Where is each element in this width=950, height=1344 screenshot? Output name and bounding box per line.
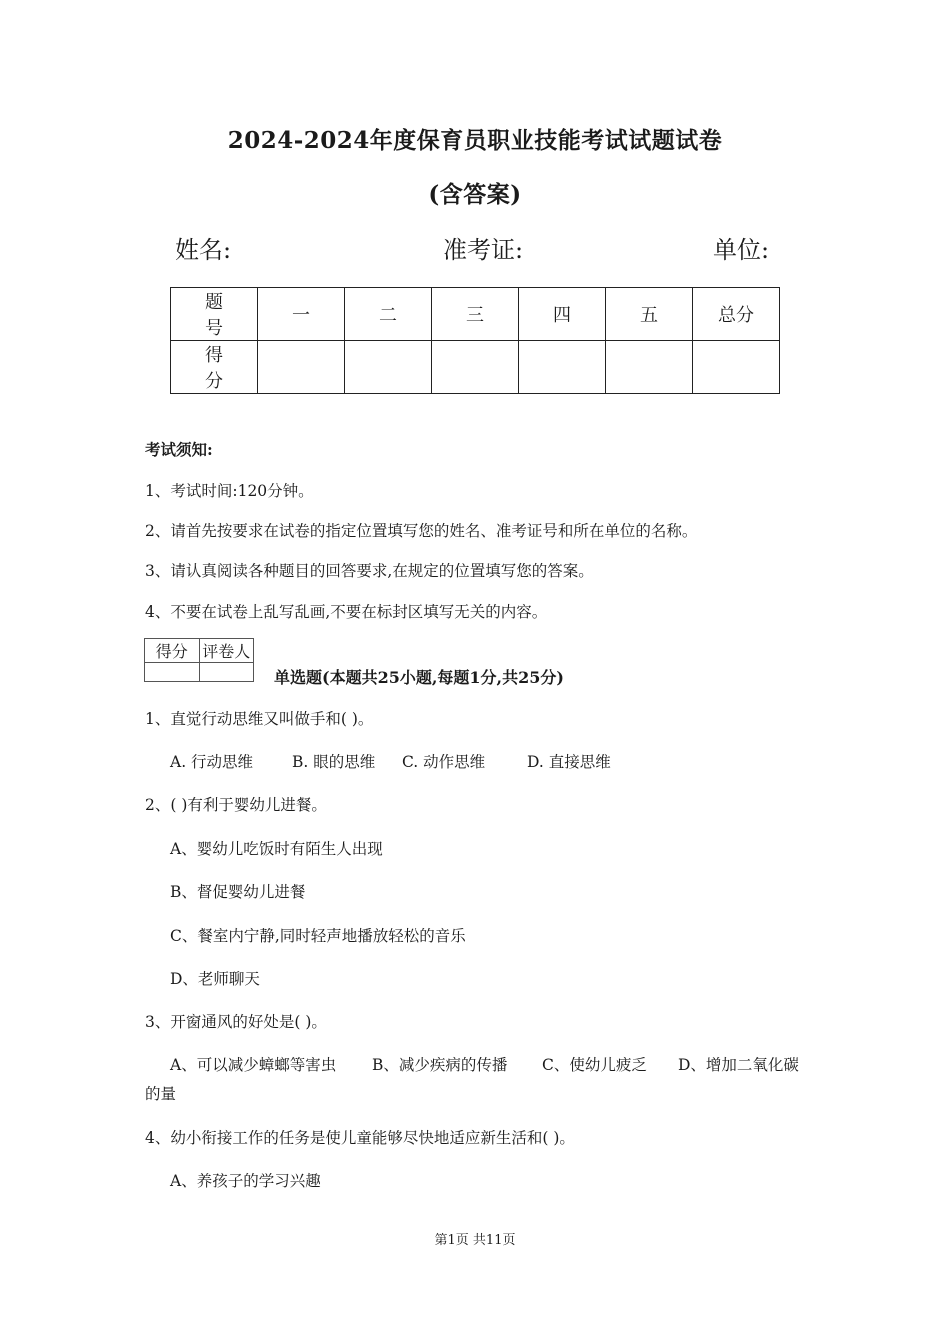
score-cell[interactable] [432,341,519,394]
notice-item: 2、请首先按要求在试卷的指定位置填写您的姓名、准考证号和所在单位的名称。 [145,522,698,540]
option[interactable]: B、督促婴幼儿进餐 [170,883,306,901]
option[interactable]: B、减少疾病的传播 [372,1056,508,1074]
exam-id-field-label[interactable]: 准考证: [443,236,524,264]
option[interactable]: C、使幼儿疲乏 [542,1056,647,1074]
exam-subtitle: (含答案) [428,181,522,208]
notice-item: 1、考试时间:120分钟。 [145,482,314,500]
score-cell[interactable] [693,341,780,394]
notice-item: 4、不要在试卷上乱写乱画,不要在标封区填写无关的内容。 [145,603,548,621]
score-cell[interactable] [258,341,345,394]
exam-title: 2024-2024年度保育员职业技能考试试题试卷 [227,127,723,154]
option[interactable]: C、餐室内宁静,同时轻声地播放轻松的音乐 [170,927,466,945]
option[interactable]: D、老师聊天 [170,970,260,988]
score-header-cell: 二 [345,288,432,341]
score-label: 得分 [171,341,258,394]
option[interactable]: D. 直接思维 [527,753,611,771]
score-header-cell: 五 [606,288,693,341]
question-options [170,750,790,772]
score-header-cell: 一 [258,288,345,341]
score-table-score-row [171,341,780,394]
score-header-cell: 总分 [693,288,780,341]
page-footer: 第1页 共11页 [434,1233,516,1248]
option[interactable]: C. 动作思维 [402,753,486,771]
notice-item: 3、请认真阅读各种题目的回答要求,在规定的位置填写您的答案。 [145,562,594,580]
question-options [170,1053,810,1075]
score-header-cell: 四 [519,288,606,341]
option[interactable]: B. 眼的思维 [292,753,376,771]
score-table [170,287,780,394]
score-cell[interactable] [606,341,693,394]
grader-score-cell[interactable] [145,663,200,682]
question-text: 2、( )有利于婴幼儿进餐。 [145,796,327,814]
question-number-label: 题号 [171,288,258,341]
grader-name-cell[interactable] [199,663,254,682]
grader-box [144,638,254,682]
grader-name-label: 评卷人 [199,639,254,663]
score-cell[interactable] [345,341,432,394]
option[interactable]: A. 行动思维 [170,753,254,771]
score-table-header-row [171,288,780,341]
question-text: 4、幼小衔接工作的任务是使儿童能够尽快地适应新生活和( )。 [145,1129,575,1147]
grader-score-label: 得分 [145,639,200,663]
option-wrap-text: 的量 [145,1085,177,1103]
notice-title: 考试须知: [145,440,213,459]
section-title: 单选题(本题共25小题,每题1分,共25分) [274,668,564,687]
unit-field-label[interactable]: 单位: [713,236,770,264]
score-header-cell: 三 [432,288,519,341]
score-cell[interactable] [519,341,606,394]
option[interactable]: D、增加二氧化碳 [678,1056,799,1074]
candidate-fields [175,230,785,262]
name-field-label[interactable]: 姓名: [175,236,232,264]
option[interactable]: A、养孩子的学习兴趣 [170,1172,321,1190]
question-text: 1、直觉行动思维又叫做手和( )。 [145,710,374,728]
option[interactable]: A、可以减少蟑螂等害虫 [170,1056,337,1074]
question-text: 3、开窗通风的好处是( )。 [145,1013,327,1031]
option[interactable]: A、婴幼儿吃饭时有陌生人出现 [170,840,383,858]
